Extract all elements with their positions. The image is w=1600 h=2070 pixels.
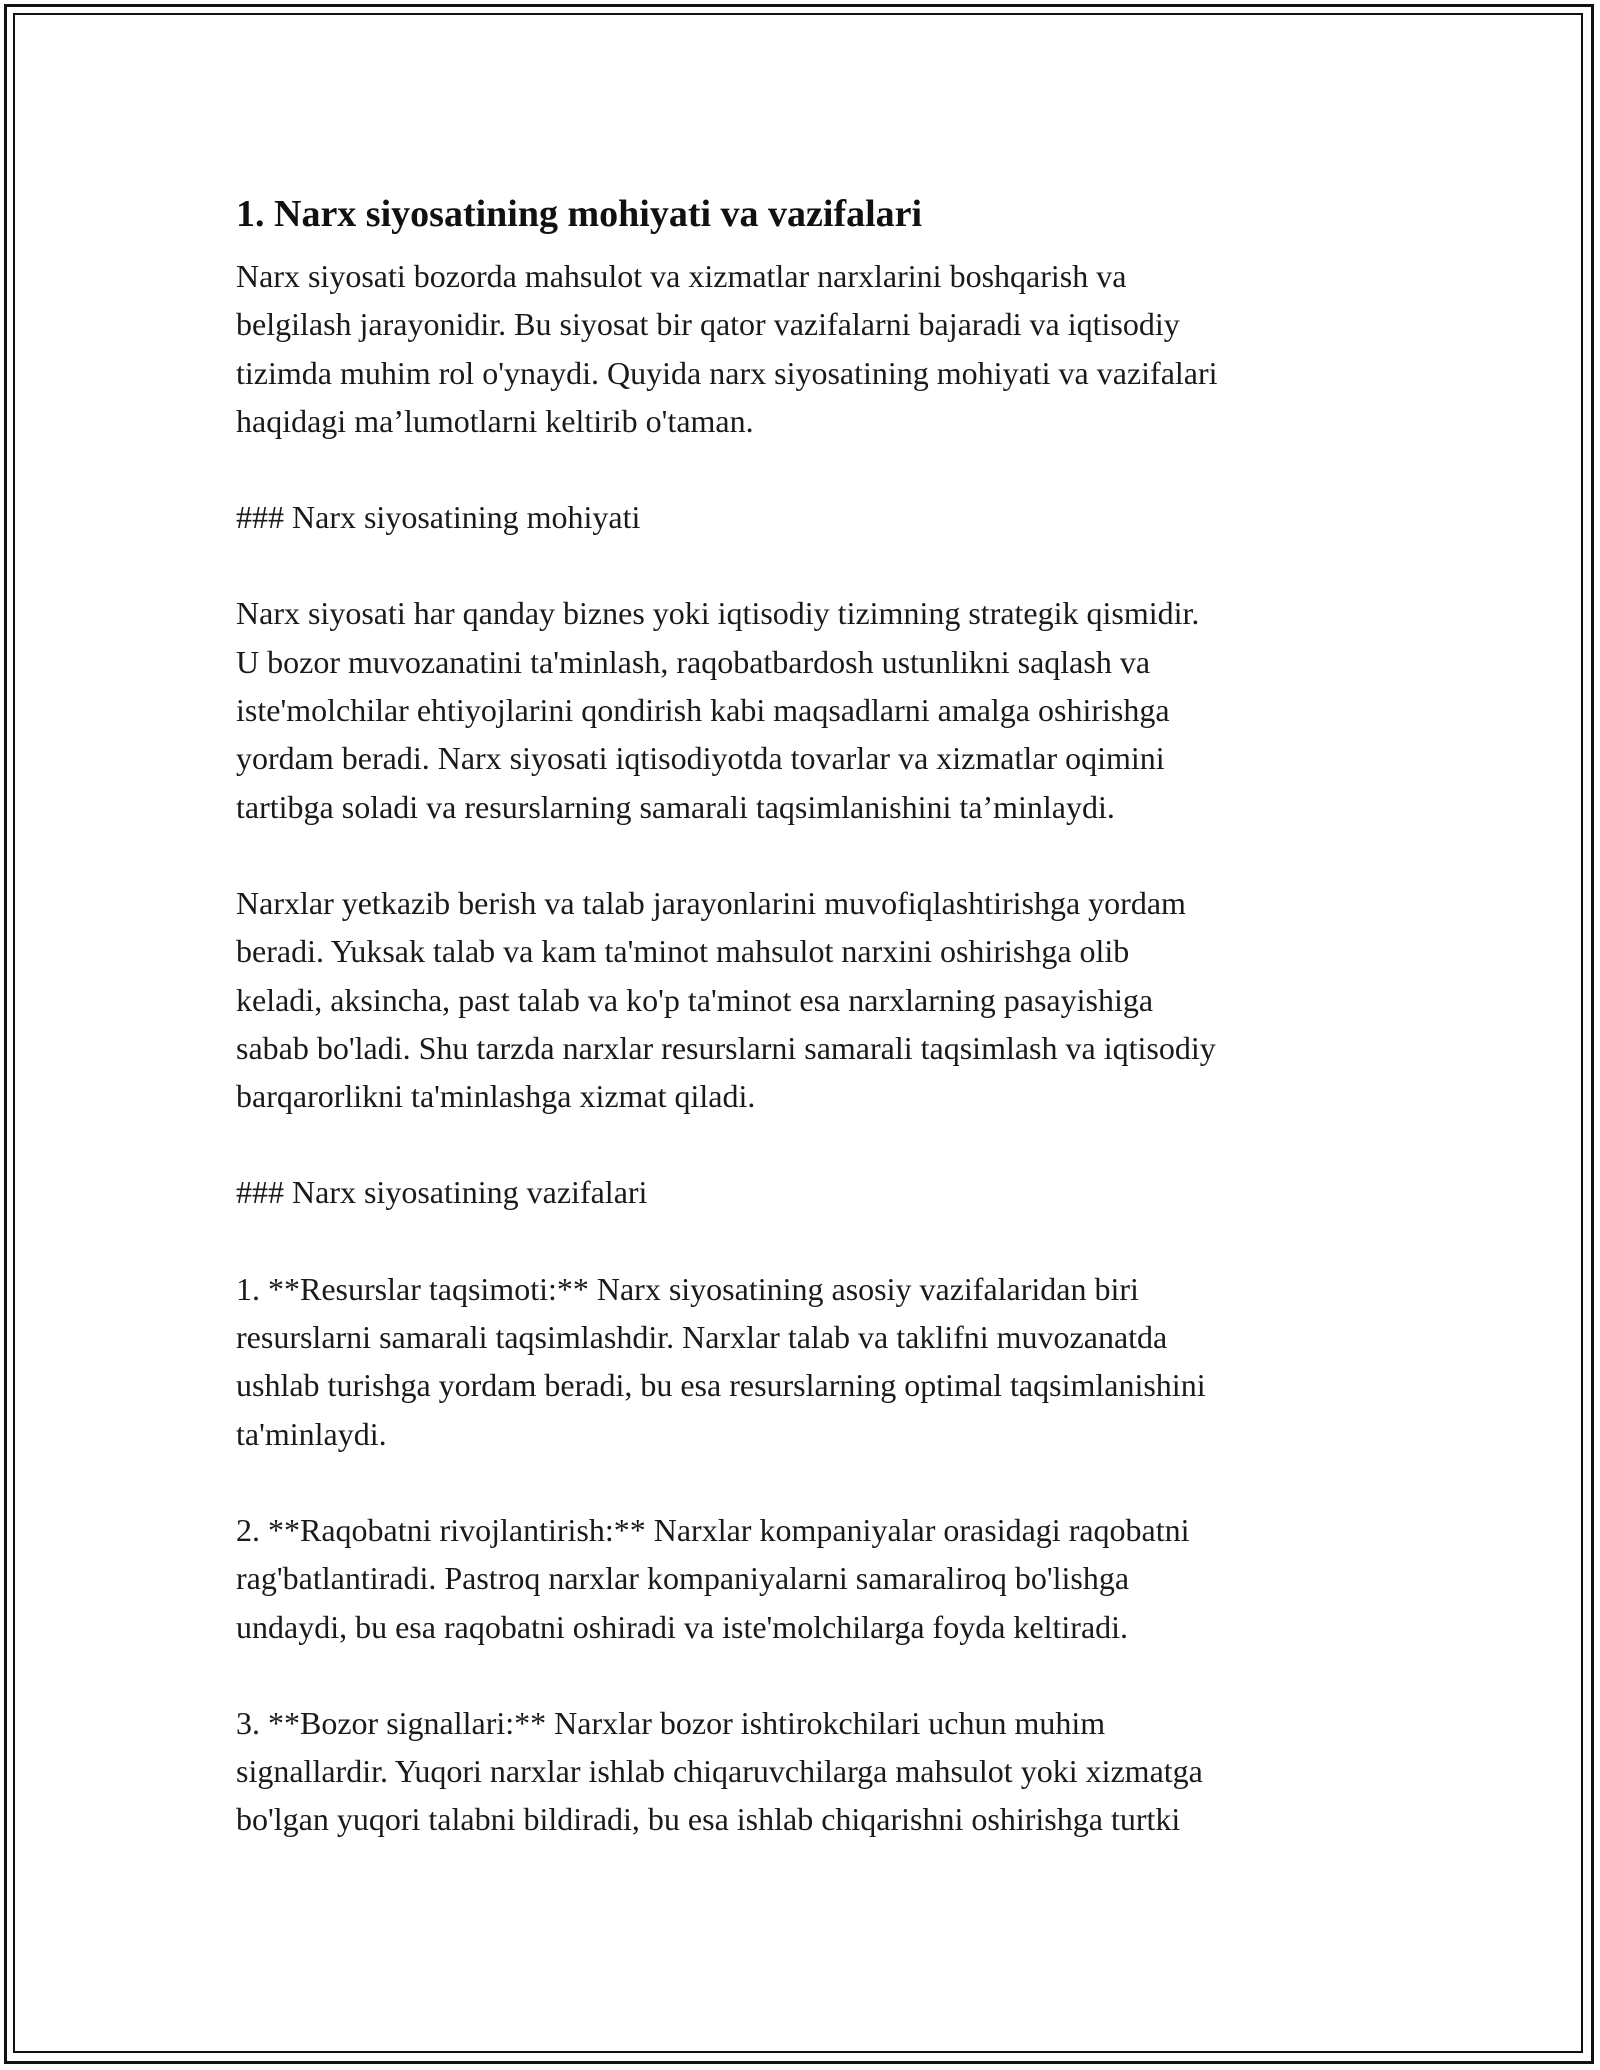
paragraph-intro: Narx siyosati bozorda mahsulot va xizmatlar narxlarini boshqarish va belgilash jarayonidir. Bu siyosat bir qator vazifalarni bajaradi va iqtisodiy tizimda muhim rol o'ynaydi. Quyida narx siyosatining mohiyati va vazifalari haqidagi ma’lumotlarni keltirib o'taman. <box>236 258 1218 439</box>
paragraph-mohiyati-2: Narxlar yetkazib berish va talab jarayonlarini muvofiqlashtirishga yordam beradi. Yuksak talab va kam ta'minot mahsulot narxini oshirishga olib keladi, aksincha, past talab va ko'p ta'minot esa narxlarning pasayishiga sabab bo'ladi. Shu tarzda narxlar resurslarni samarali taqsimlash va iqtisodiy barqarorlikni ta'minlashga xizmat qiladi. <box>236 884 1216 1115</box>
list-item-raqobat: 2. **Raqobatni rivojlantirish:** Narxlar kompaniyalar orasidagi raqobatni rag'batlantiradi. Pastroq narxlar kompaniyalarni samaraliroq bo'lishga undaydi, bu esa raqobatni oshiradi va iste'molchilarga foyda keltiradi. <box>236 1511 1190 1645</box>
subheading-mohiyati: ### Narx siyosatining mohiyati <box>236 499 641 536</box>
list-item-bozor-signallari: 3. **Bozor signallari:** Narxlar bozor ishtirokchilari uchun muhim signallardir. Yuqori narxlar ishlab chiqaruvchilarga mahsulot yoki xizmatga bo'lgan yuqori talabni bildiradi, bu esa ishlab chiqarishni oshirishga turtki <box>236 1704 1203 1838</box>
subheading-vazifalari: ### Narx siyosatining vazifalari <box>236 1174 648 1211</box>
document-title: 1. Narx siyosatining mohiyati va vazifalari <box>236 193 923 235</box>
paragraph-mohiyati-1: Narx siyosati har qanday biznes yoki iqtisodiy tizimning strategik qismidir. U bozor muvozanatini ta'minlash, raqobatbardosh ustunlikni saqlash va iste'molchilar ehtiyojlarini qondirish kabi maqsadlarni amalga oshirishga yordam beradi. Narx siyosati iqtisodiyotda tovarlar va xizmatlar oqimini tartibga soladi va resurslarning samarali taqsimlanishini ta’minlaydi. <box>236 595 1200 825</box>
document-body <box>236 188 1376 1892</box>
list-item-resurslar: 1. **Resurslar taqsimoti:** Narx siyosatining asosiy vazifalaridan biri resurslarni samarali taqsimlashdir. Narxlar talab va taklifni muvozanatda ushlab turishga yordam beradi, bu esa resurslarning optimal taqsimlanishini ta'minlaydi. <box>236 1270 1206 1452</box>
